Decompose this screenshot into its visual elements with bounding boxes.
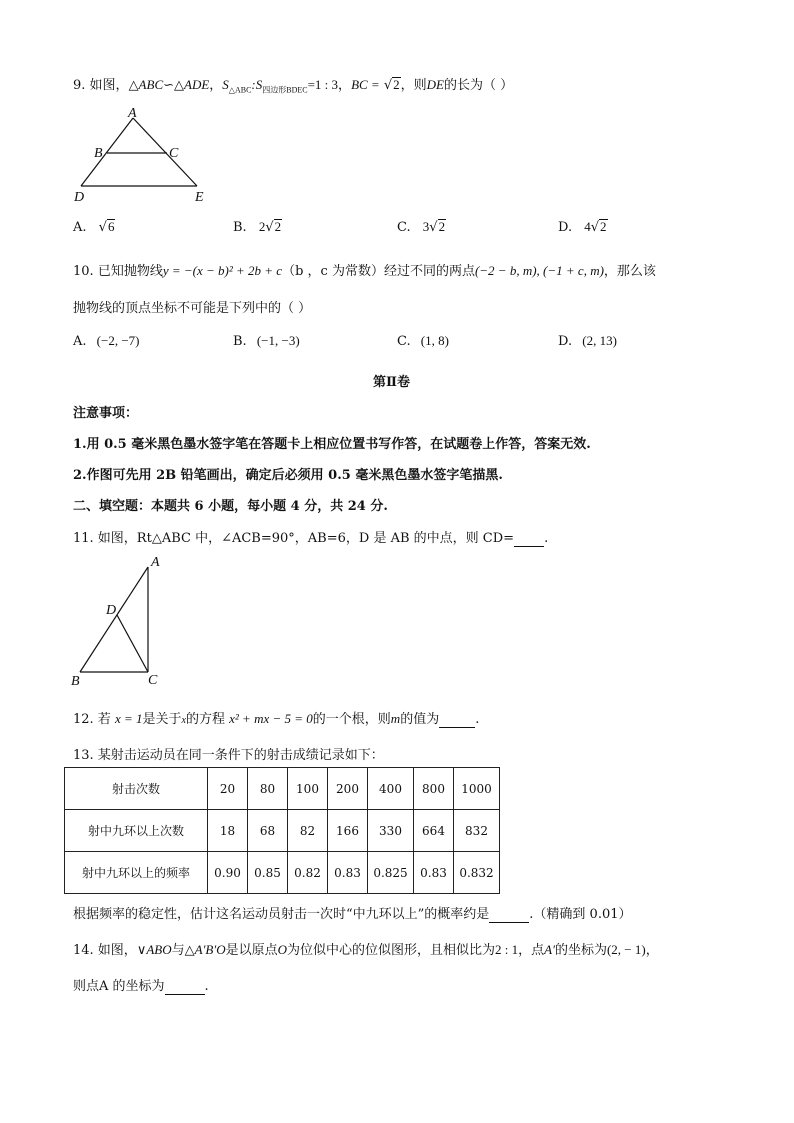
q12-about: 是关于 — [142, 712, 182, 727]
q12-prefix: 12. 若 — [73, 712, 111, 727]
q12-root-text: 的一个根，则 — [312, 712, 391, 727]
q10-intro: 已知抛物线 — [97, 264, 163, 279]
q14-origin-text: 是以原点 — [225, 943, 278, 958]
table-row — [65, 768, 500, 810]
table-cell: 400 — [368, 768, 414, 810]
q9-option-b-coef: 2 — [258, 219, 266, 234]
q13-row2-header: 射中九环以上次数 — [65, 810, 208, 852]
q11-triangle-figure — [68, 552, 168, 690]
table-cell: 0.832 — [454, 852, 500, 894]
q9-bc-value: 2 — [393, 77, 400, 92]
q14-coord-text: 的坐标为 — [554, 943, 607, 958]
q9-option-d-label: D. — [558, 220, 573, 235]
table-cell: 18 — [208, 810, 248, 852]
q10-option-b-value: (−1, −3) — [256, 333, 300, 348]
q14-line2 — [73, 975, 209, 995]
q9-option-d-radicand: 2 — [600, 219, 607, 234]
q9-option-a-label: A. — [73, 220, 87, 235]
q9-option-b-radicand: 2 — [274, 219, 282, 234]
q13-question — [73, 903, 632, 923]
q14-prefix: 14. 如图， — [73, 943, 137, 958]
q9-de-label: DE — [426, 77, 444, 92]
q13-intro: 13. 某射击运动员在同一条件下的射击成绩记录如下： — [73, 748, 384, 763]
q13-question-text: 根据频率的稳定性，估计这名运动员射击一次时“中九环以上”的概率约是 — [73, 907, 490, 922]
q13-shooting-table — [64, 767, 500, 894]
q9-area-colon: :S — [251, 77, 263, 92]
table-cell: 80 — [248, 768, 288, 810]
q11-label-c: C — [148, 673, 158, 688]
q10-line2: 抛物线的顶点坐标不可能是下列中的（ ） — [73, 301, 312, 316]
table-cell: 800 — [414, 768, 454, 810]
q9-ask-prefix: ，则 — [400, 78, 427, 93]
q9-option-c-radicand: 2 — [438, 219, 446, 234]
q13-answer-blank — [489, 907, 529, 923]
table-cell: 166 — [328, 810, 368, 852]
q10-option-b-label: B. — [233, 334, 247, 349]
q9-ask-suffix: 的长为（ ） — [444, 78, 514, 93]
q11-end: . — [544, 531, 549, 546]
q12-m: m — [390, 711, 401, 726]
q9-option-c — [397, 219, 446, 235]
q14-line1 — [73, 939, 659, 958]
q9-option-d — [558, 219, 608, 235]
part2-title: 第Ⅱ卷 — [373, 375, 410, 390]
q11-side-ab — [80, 567, 148, 672]
q10-option-d-label: D. — [558, 334, 573, 349]
q9-option-d-sqrt-sign: √ — [590, 220, 600, 235]
q14-point-text: ，点 — [518, 943, 545, 958]
q9-sqrt-sign: √ — [383, 78, 393, 93]
q11-label-b: B — [71, 674, 80, 689]
table-cell: 0.825 — [368, 852, 414, 894]
section-heading: 二、填空题：本题共 6 小题，每小题 4 分，共 24 分. — [73, 499, 388, 514]
notice-title: 注意事项： — [73, 406, 139, 421]
table-cell: 82 — [288, 810, 328, 852]
table-cell: 0.83 — [414, 852, 454, 894]
notice-item-1: 1.用 0.5 毫米黑色墨水签字笔在答题卡上相应位置书写作答，在试题卷上作答，答案无效. — [73, 437, 591, 452]
q10-option-c — [397, 333, 449, 349]
q12-equation-label: 的方程 — [185, 712, 225, 727]
q9-triangle-figure — [70, 104, 220, 208]
q9-area-ratio: =1 : 3 — [307, 77, 339, 92]
q9-similar: △ABC∽△ADE — [128, 77, 210, 92]
table-cell: 664 — [414, 810, 454, 852]
q14-triangle-1: ∨ABO — [136, 942, 172, 957]
table-cell: 0.85 — [248, 852, 288, 894]
table-cell: 0.83 — [328, 852, 368, 894]
q9-side-ae — [133, 118, 197, 186]
q9-area-sub1: △ABC — [228, 85, 252, 95]
q10-option-a-label: A. — [73, 334, 87, 349]
q9-label-d: D — [74, 190, 85, 205]
q9-option-c-sqrt-sign: √ — [429, 220, 438, 235]
q14-point-aprime: A′ — [544, 942, 555, 957]
q14-comma: ， — [645, 943, 659, 958]
q9-area-sub2: 四边形BDEC — [262, 85, 308, 95]
q10-line1-end: ，那么该 — [603, 264, 656, 279]
q14-origin: O — [277, 942, 287, 957]
q9-option-d-coef: 4 — [584, 219, 591, 234]
q14-end: . — [204, 979, 209, 994]
q14-homothety-text: 为位似中心的位似图形，且相似比为 — [287, 943, 496, 958]
q9-label-b: B — [94, 146, 103, 161]
q11-label-a: A — [151, 555, 160, 570]
q10-option-d-value: (2, 13) — [582, 333, 617, 348]
q9-option-b-sqrt-sign: √ — [265, 220, 274, 235]
q10-option-c-label: C. — [397, 334, 411, 349]
q10-constants: （b ，c 为常数）经过不同的两点 — [282, 264, 475, 279]
table-cell: 1000 — [454, 768, 500, 810]
q14-answer-blank — [165, 979, 205, 995]
q13-row1-header: 射击次数 — [65, 768, 208, 810]
table-cell: 0.82 — [288, 852, 328, 894]
q10-option-a — [73, 333, 140, 349]
q14-ratio: 2 : 1 — [495, 942, 519, 957]
q9-option-a-sqrt-sign: √ — [98, 220, 107, 235]
q10-option-a-value: (−2, −7) — [96, 333, 140, 348]
q9-label-a: A — [128, 106, 137, 121]
table-cell: 832 — [454, 810, 500, 852]
q9-label-c: C — [169, 146, 179, 161]
q10-points: (−2 − b, m), (−1 + c, m) — [474, 263, 604, 278]
table-cell: 200 — [328, 768, 368, 810]
q14-coordinate: (2, − 1) — [606, 942, 646, 957]
table-row — [65, 852, 500, 894]
q10-line1 — [73, 260, 656, 279]
q14-with: 与 — [171, 943, 185, 958]
q12-end: . — [475, 712, 480, 727]
q12-stem — [73, 708, 479, 728]
q12-condition: x = 1 — [114, 711, 143, 726]
q12-value-text: 的值为 — [400, 712, 440, 727]
table-row — [65, 810, 500, 852]
q9-option-b-label: B. — [233, 220, 247, 235]
q11-stem — [73, 527, 548, 547]
q9-option-a — [73, 219, 115, 235]
q13-precision: .（精确到 0.01） — [529, 907, 632, 922]
table-cell: 100 — [288, 768, 328, 810]
q12-variable: x — [181, 715, 186, 726]
q9-intro: 如图， — [89, 78, 129, 93]
q12-equation: x² + mx − 5 = 0 — [229, 711, 313, 726]
q11-label-d: D — [106, 603, 117, 618]
q9-option-c-label: C. — [397, 220, 411, 235]
q9-stem: 9. 如图，△ABC∽△ADE，$S_{\triangle ABC}:S_{四边形BDEC}=1$ : 3，BC = √2，则DE的长为（ ） — [73, 77, 514, 95]
q10-number: 10. — [73, 264, 94, 279]
q9-option-b — [233, 219, 282, 235]
q9-number: 9. — [73, 78, 86, 93]
q9-option-a-radicand: 6 — [107, 219, 115, 234]
q9-option-c-coef: 3 — [422, 219, 430, 234]
q12-answer-blank — [439, 712, 475, 728]
table-cell: 330 — [368, 810, 414, 852]
q10-option-d — [558, 333, 617, 349]
q10-formula: y = −(x − b)² + 2b + c — [162, 263, 283, 278]
table-cell: 68 — [248, 810, 288, 852]
q10-option-c-value: (1, 8) — [420, 333, 449, 348]
q11-answer-blank — [514, 531, 544, 547]
q9-label-e: E — [195, 190, 204, 205]
table-cell: 20 — [208, 768, 248, 810]
q10-option-b — [233, 333, 300, 349]
q11-text: 11. 如图，Rt△ABC 中，∠ACB=90°，AB=6，D 是 AB 的中点，则 CD= — [73, 531, 515, 546]
q9-comma: ， — [209, 78, 223, 93]
q9-side-ad — [81, 118, 133, 186]
q14-triangle-2: △A′B′O — [184, 942, 226, 957]
q13-row3-header: 射中九环以上的频率 — [65, 852, 208, 894]
q9-bc: BC = — [351, 77, 380, 92]
q11-median-cd — [117, 615, 148, 672]
q9-area-s: S — [222, 77, 229, 92]
table-cell: 0.90 — [208, 852, 248, 894]
q14-line2-text: 则点A 的坐标为 — [73, 979, 165, 994]
notice-item-2: 2.作图可先用 2B 铅笔画出，确定后必须用 0.5 毫米黑色墨水签字笔描黑. — [73, 468, 503, 483]
